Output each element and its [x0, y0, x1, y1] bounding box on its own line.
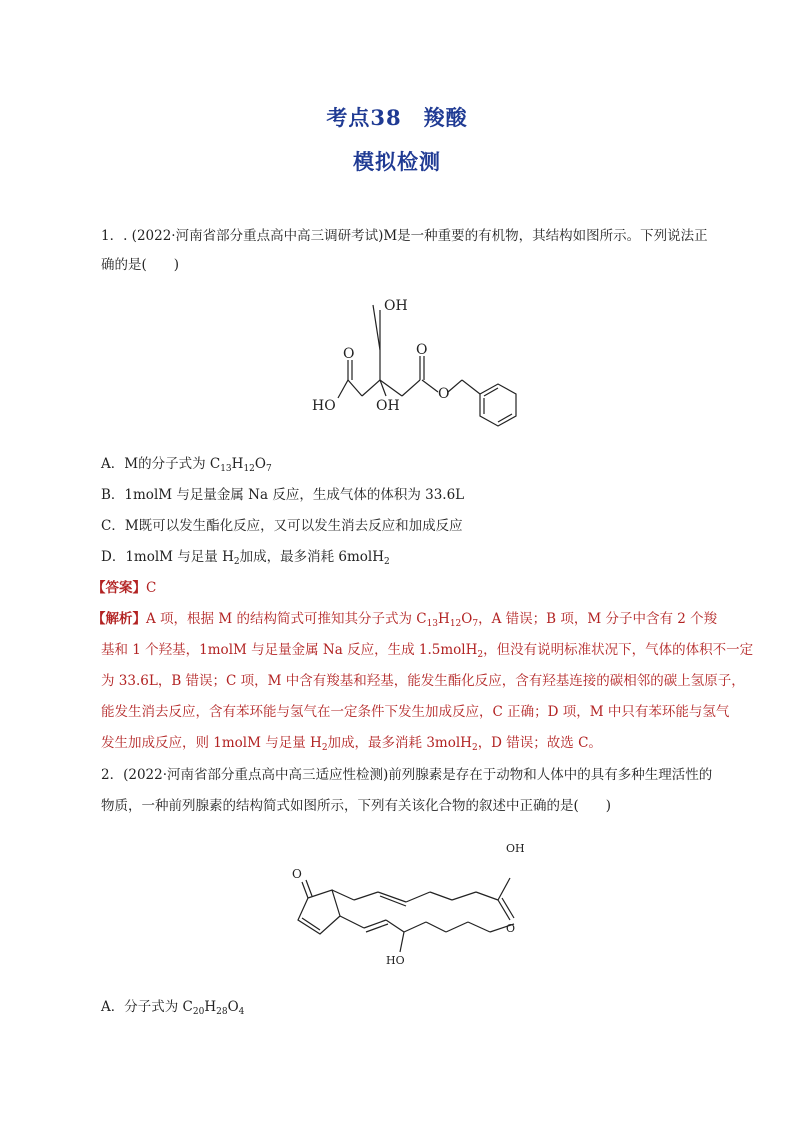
q1-label-o-right: O [416, 342, 428, 358]
q1-analysis-line3: 为 33.6L，B 错误；C 项，M 中含有羧基和羟基，能发生酯化反应，含有羟基连接的碳相邻的碳上氢原子， [101, 673, 745, 689]
q1-option-c: C．M既可以发生酯化反应，又可以发生消去反应和加成反应 [101, 518, 463, 534]
q1-answer: 【答案】C [92, 580, 157, 596]
q2-option-a: A．分子式为 $C_{20}H_{28}O_4$ [101, 999, 245, 1017]
page-subtitle: 模拟检测 [353, 149, 441, 174]
q2-stem-line1: 2．(2022·河南省部分重点高中高三适应性检测)前列腺素是存在于动物和人体中的具有多种生理活性的 [101, 767, 713, 783]
q1-label-oh-top: OH [384, 298, 408, 314]
q1-analysis-line2: 基和 1 个羟基，1molM 与足量金属 Na 反应，生成 1.5molH$_2$，但没有说明标准状况下，气体的体积不一定 [101, 642, 754, 660]
q1-option-a: A．M的分子式为 $C_{13}H_{12}O_7$ [101, 456, 272, 474]
q2-label-o-ring: O [292, 867, 302, 881]
q2-label-oh-acid: OH [506, 842, 525, 855]
q1-label-o-ester: O [438, 386, 450, 402]
q1-structure-diagram [300, 288, 540, 438]
q2-label-ho-chain: HO [386, 954, 405, 967]
q1-stem-line2: 确的是( ) [101, 257, 180, 273]
q2-stem-line2: 物质，一种前列腺素的结构简式如图所示，下列有关该化合物的叙述中正确的是( ) [101, 798, 612, 814]
q2-label-o-acid: O [506, 922, 516, 935]
page-title: 考点38 羧酸 [326, 105, 468, 130]
q1-option-b: B．1molM 与足量金属 Na 反应，生成气体的体积为 33.6L [101, 487, 465, 503]
q1-analysis-line1: 【解析】A 项，根据 M 的结构简式可推知其分子式为 $C_{13}H_{12}O_7$，A 错误；B 项，M 分子中含有 2 个羧 [92, 611, 718, 629]
q1-analysis-line4: 能发生消去反应，含有苯环能与氢气在一定条件下发生加成反应，C 正确；D 项，M 中只有苯环能与氢气 [101, 704, 730, 720]
q1-label-oh-center: OH [376, 398, 400, 414]
q1-stem-line1: 1．. (2022·河南省部分重点高中高三调研考试)M是一种重要的有机物，其结构如图所示。下列说法正 [101, 228, 708, 244]
q1-label-o-left: O [343, 346, 355, 362]
q1-label-ho-left: HO [312, 398, 336, 414]
q1-option-d: D．1molM 与足量 $H_2$加成，最多消耗 6molH$_2$ [101, 549, 390, 567]
q1-analysis-line5: 发生加成反应，则 1molM 与足量 $H_2$加成，最多消耗 3molH$_2$，D 错误；故选 C。 [101, 735, 602, 753]
q2-structure-diagram [280, 836, 550, 981]
